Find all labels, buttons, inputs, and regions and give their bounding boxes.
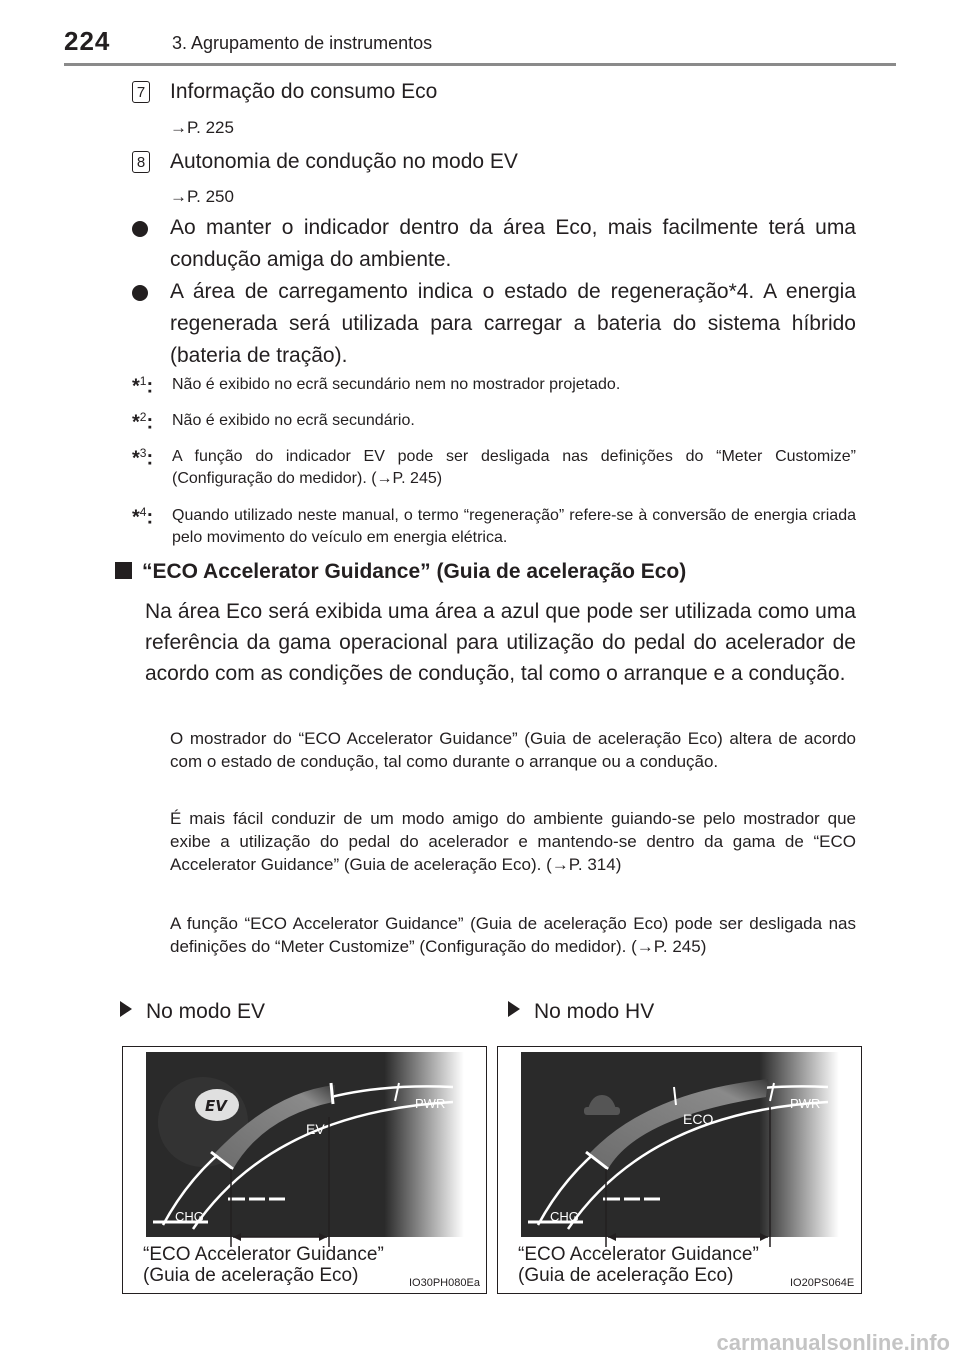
gauge-label-pwr: PWR — [790, 1096, 821, 1111]
note-paragraph: É mais fácil conduzir de um modo amigo do ambiente guiando-se pelo mostrador que exibe a utilização do pedal do acelerador e mantendo-se dentro da gama de “ECO Accelerator Guidance” (Guia de aceleração Eco). (→P. 314) — [170, 809, 856, 874]
arrow-right-icon: → — [170, 118, 187, 137]
footnote-text: A função do indicador EV pode ser desligada nas definições do “Meter Customize” (Configuração do medidor). (→P. 245) — [172, 448, 856, 487]
page-number: 224 — [64, 26, 111, 56]
cross-reference[interactable] — [170, 118, 234, 138]
watermark-text: carmanualsonline.info — [716, 1330, 950, 1355]
footnote-mark: *$^4$: — [132, 505, 154, 529]
item-title-autonomia-ev: Autonomia de condução no modo EV — [170, 150, 518, 173]
ev-badge-icon — [195, 1089, 239, 1121]
header-divider — [64, 63, 896, 66]
item-number-8: 8 — [132, 151, 150, 173]
note-paragraph: O mostrador do “ECO Accelerator Guidance” (Guia de aceleração Eco) altera de acordo com o estado de condução, tal como durante o arranque ou a condução. — [170, 729, 856, 771]
section-intro: Na área Eco será exibida uma área a azul que pode ser utilizada como uma referência da gama operacional para utilização do pedal do acelerador de acordo com as condições de condução, tal como o arranque e a condução. — [145, 600, 856, 685]
bullet-item — [132, 276, 856, 372]
xref-label: P. 225 — [187, 118, 234, 137]
figure-hv-mode — [497, 1046, 862, 1294]
svg-text:EV: EV — [205, 1097, 227, 1115]
note-paragraph: A função “ECO Accelerator Guidance” (Guia de aceleração Eco) pode ser desligada nas definições do “Meter Customize” (Configuração do medidor). (→P. 245) — [170, 914, 856, 956]
footnote-mark: *$^2$: — [132, 410, 154, 434]
bullet-text: Ao manter o indicador dentro da área Eco, mais facilmente terá uma condução amiga do ambiente. — [170, 216, 856, 271]
section-title: “ECO Accelerator Guidance” (Guia de aceleração Eco) — [142, 560, 687, 583]
square-bullet-icon — [115, 562, 132, 579]
bullet-item — [132, 212, 856, 276]
arrow-right-icon: → — [170, 187, 187, 206]
figure-code: IO20PS064E — [790, 1277, 855, 1289]
footnote-text: Não é exibido no ecrã secundário. — [172, 412, 415, 429]
xref-label: P. 250 — [187, 187, 234, 206]
footnote-mark: *$^3$: — [132, 446, 154, 470]
triangle-marker-icon — [120, 1001, 132, 1017]
gauge-label-ev-zone: EV — [306, 1121, 325, 1137]
footnote — [132, 446, 856, 490]
gauge-label-chg: CHG — [175, 1209, 204, 1224]
footnote — [132, 410, 856, 432]
footnote — [132, 374, 856, 396]
bullet-icon — [132, 285, 148, 301]
figure-caption: “ECO Accelerator Guidance” (Guia de aceleração Eco) — [518, 1244, 759, 1286]
footnote-text: Quando utilizado neste manual, o termo “regeneração” refere-se à conversão de energia criada pelo movimento do veículo em energia elétrica. — [172, 507, 856, 546]
gauge-label-chg: CHG — [550, 1209, 579, 1224]
triangle-marker-icon — [508, 1001, 520, 1017]
section-heading — [115, 560, 686, 584]
footnote-mark: *$^1$: — [132, 374, 154, 398]
figure-caption: “ECO Accelerator Guidance” (Guia de aceleração Eco) — [143, 1244, 384, 1286]
chapter-title: 3. Agrupamento de instrumentos — [172, 33, 433, 53]
figure-code: IO30PH080Ea — [409, 1277, 480, 1289]
figure-ev-mode — [122, 1046, 487, 1294]
cross-reference[interactable] — [170, 187, 234, 207]
bullet-icon — [132, 221, 148, 237]
gauge-label-pwr: PWR — [415, 1096, 446, 1111]
footnote-text: Não é exibido no ecrã secundário nem no mostrador projetado. — [172, 376, 621, 393]
gauge-label-eco-zone: ECO — [683, 1111, 714, 1127]
bullet-text: A área de carregamento indica o estado de regeneração*4. A energia regenerada será utilizada para carregar a bateria do sistema híbrido (bateria de tração). — [170, 280, 856, 367]
item-number-7: 7 — [132, 81, 150, 103]
item-title-consumo-eco: Informação do consumo Eco — [170, 80, 438, 103]
mode-label-hv: No modo HV — [508, 1000, 654, 1024]
mode-label-ev: No modo EV — [120, 1000, 265, 1024]
footnote — [132, 505, 856, 549]
